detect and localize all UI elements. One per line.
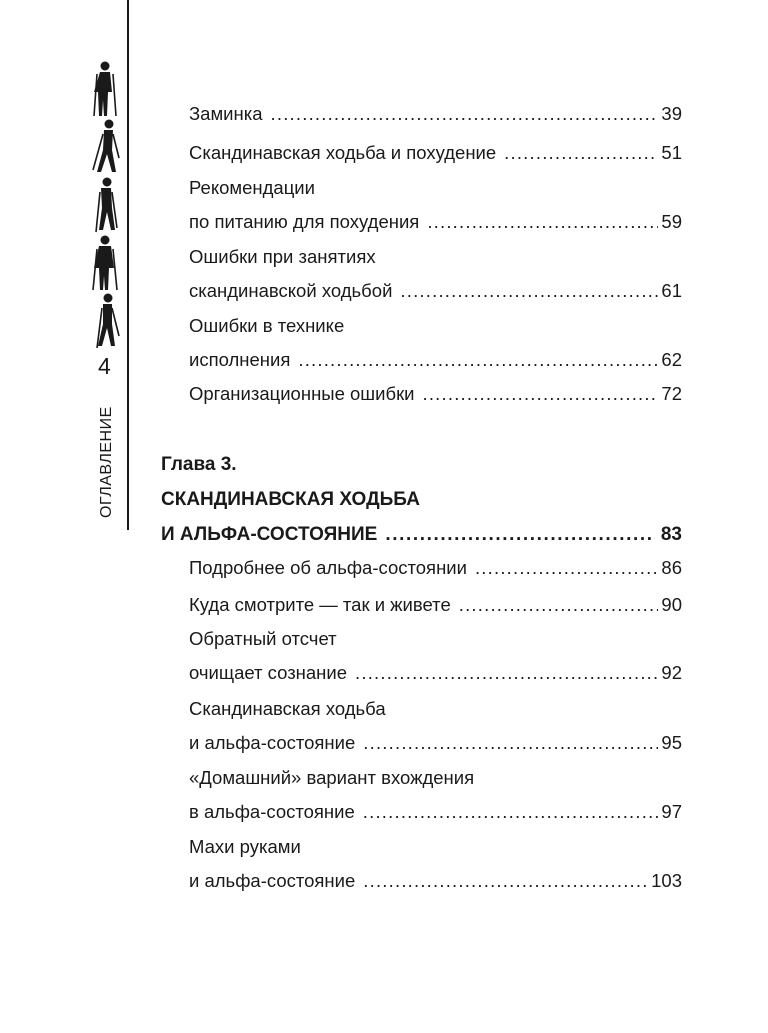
dot-leader xyxy=(298,343,658,377)
dot-leader xyxy=(400,274,658,308)
toc-entry-page: 92 xyxy=(661,662,682,683)
toc-entry[interactable] xyxy=(189,692,682,760)
dot-leader xyxy=(423,377,659,411)
toc-entry-page: 62 xyxy=(661,349,682,370)
toc-entry-title-line: Ошибки в технике xyxy=(189,315,345,336)
dot-leader xyxy=(363,726,658,760)
toc-entry-page: 72 xyxy=(661,383,682,404)
toc-entry-page: 59 xyxy=(661,211,682,232)
toc-entry[interactable] xyxy=(189,761,682,829)
toc-entry-page: 90 xyxy=(661,594,682,615)
page-number: 4 xyxy=(98,353,111,379)
toc-entry-title-line: Рекомендации xyxy=(189,177,315,198)
toc-entry-page: 39 xyxy=(661,103,682,124)
walker-figure-icon xyxy=(85,176,125,234)
toc-entry-title: Заминка xyxy=(189,103,263,124)
toc-entry-title: в альфа-состояние xyxy=(189,801,355,822)
dot-leader xyxy=(363,864,648,898)
dot-leader xyxy=(363,795,659,829)
toc-entry-title: Куда смотрите — так и живете xyxy=(189,594,451,615)
toc-entry[interactable] xyxy=(189,588,682,622)
walker-figure-icon xyxy=(85,234,125,292)
toc-entry[interactable] xyxy=(189,551,682,585)
chapter-title-line: И АЛЬФА-СОСТОЯНИЕ xyxy=(161,524,378,545)
chapter-label: Глава 3. xyxy=(161,454,237,475)
toc-entry-page: 103 xyxy=(651,870,682,891)
toc-entry-title-line: Обратный отсчет xyxy=(189,628,337,649)
toc-entry-title-line: «Домашний» вариант вхождения xyxy=(189,767,475,788)
toc-entry-title: Организационные ошибки xyxy=(189,383,415,404)
toc-entry-title: по питанию для похудения xyxy=(189,211,420,232)
toc-entry[interactable] xyxy=(189,622,682,690)
toc-entry-page: 51 xyxy=(661,142,682,163)
toc-entry[interactable] xyxy=(189,830,682,898)
toc-entry-title: исполнения xyxy=(189,349,291,370)
dot-leader xyxy=(459,588,659,622)
toc-entry-page: 95 xyxy=(661,732,682,753)
toc-entry-page: 86 xyxy=(661,557,682,578)
toc-entry-page: 97 xyxy=(661,801,682,822)
chapter-title-line: СКАНДИНАВСКАЯ ХОДЬБА xyxy=(161,489,420,510)
toc-entry-title: и альфа-состояние xyxy=(189,732,356,753)
toc-entry-title-line: Махи руками xyxy=(189,836,301,857)
dot-leader xyxy=(355,656,658,690)
walker-figure-icon xyxy=(85,292,125,350)
walker-figure-icon xyxy=(85,60,125,118)
toc-entry[interactable] xyxy=(189,136,682,170)
chapter-heading[interactable] xyxy=(161,447,682,552)
toc-entry[interactable] xyxy=(189,97,682,131)
dot-leader xyxy=(427,205,658,239)
toc-entry-title-line: Ошибки при занятиях xyxy=(189,246,376,267)
walker-figures xyxy=(85,60,125,340)
running-head: ОГЛАВЛЕНИЕ xyxy=(98,406,115,518)
toc-entry[interactable] xyxy=(189,377,682,411)
toc-entry-title: очищает сознание xyxy=(189,662,348,683)
toc-entry-title: и альфа-состояние xyxy=(189,870,356,891)
chapter-page: 83 xyxy=(660,524,682,545)
toc-entry[interactable] xyxy=(189,171,682,239)
toc-entry-title-line: Скандинавская ходьба xyxy=(189,698,386,719)
toc-entry-title: Подробнее об альфа-состоянии xyxy=(189,557,467,578)
margin-rule xyxy=(127,0,129,530)
toc-entry-page: 61 xyxy=(661,280,682,301)
dot-leader xyxy=(385,517,655,552)
walker-figure-icon xyxy=(85,118,125,176)
toc-entry[interactable] xyxy=(189,240,682,308)
dot-leader xyxy=(504,136,658,170)
toc-entry-title: Скандинавская ходьба и похудение xyxy=(189,142,497,163)
toc-entry[interactable] xyxy=(189,309,682,377)
toc-entry-title: скандинавской ходьбой xyxy=(189,280,393,301)
dot-leader xyxy=(475,551,658,585)
dot-leader xyxy=(271,97,659,131)
